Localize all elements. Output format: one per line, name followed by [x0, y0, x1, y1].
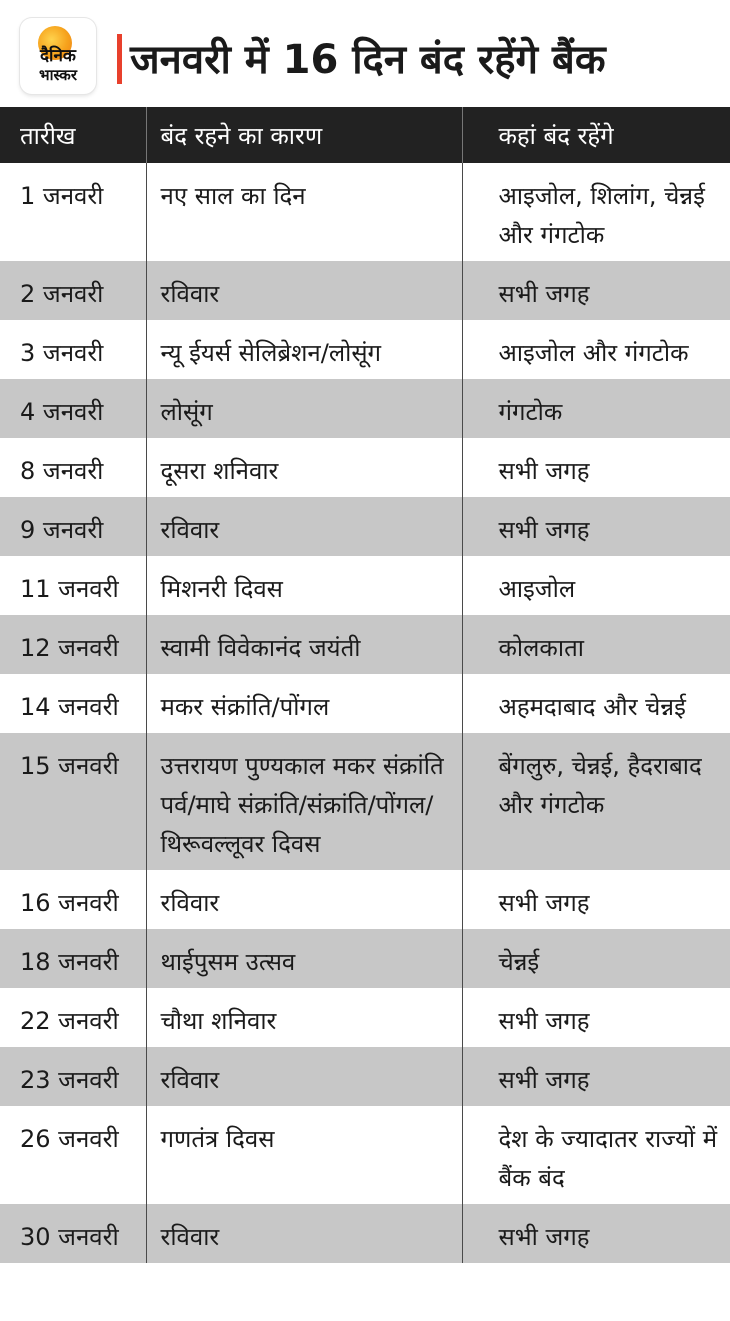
cell-date: 30 जनवरी — [0, 1204, 146, 1263]
cell-date: 1 जनवरी — [0, 163, 146, 261]
cell-date: 23 जनवरी — [0, 1047, 146, 1106]
cell-where: सभी जगह — [462, 1204, 730, 1263]
dainik-bhaskar-logo — [20, 18, 96, 94]
cell-date: 18 जनवरी — [0, 929, 146, 988]
title-accent-bar — [117, 34, 122, 84]
cell-date: 14 जनवरी — [0, 674, 146, 733]
table-row — [0, 556, 730, 615]
cell-where: कोलकाता — [462, 615, 730, 674]
cell-date: 2 जनवरी — [0, 261, 146, 320]
table-row — [0, 733, 730, 870]
cell-where: आइजोल और गंगटोक — [462, 320, 730, 379]
cell-date: 22 जनवरी — [0, 988, 146, 1047]
header — [0, 0, 730, 107]
cell-date: 11 जनवरी — [0, 556, 146, 615]
cell-reason: रविवार — [146, 870, 462, 929]
logo-text-line2: भास्कर — [39, 66, 77, 84]
table-row — [0, 988, 730, 1047]
table-row — [0, 929, 730, 988]
cell-date: 9 जनवरी — [0, 497, 146, 556]
cell-date: 15 जनवरी — [0, 733, 146, 870]
cell-reason: उत्तरायण पुण्यकाल मकर संक्रांति पर्व/माघे संक्रांति/संक्रांति/पोंगल/थिरूवल्लूवर दिवस — [146, 733, 462, 870]
cell-date: 8 जनवरी — [0, 438, 146, 497]
cell-reason: रविवार — [146, 261, 462, 320]
cell-where: सभी जगह — [462, 438, 730, 497]
cell-date: 16 जनवरी — [0, 870, 146, 929]
cell-reason: रविवार — [146, 1204, 462, 1263]
cell-where: गंगटोक — [462, 379, 730, 438]
column-header-date: तारीख — [0, 107, 146, 163]
cell-where: सभी जगह — [462, 497, 730, 556]
bottom-spacer — [0, 1263, 730, 1269]
table-row — [0, 163, 730, 261]
cell-reason: न्यू ईयर्स सेलिब्रेशन/लोसूंग — [146, 320, 462, 379]
table-row — [0, 497, 730, 556]
table-row — [0, 261, 730, 320]
column-header-reason: बंद रहने का कारण — [146, 107, 462, 163]
cell-reason: नए साल का दिन — [146, 163, 462, 261]
cell-where: देश के ज्यादातर राज्यों में बैंक बंद — [462, 1106, 730, 1204]
cell-reason: गणतंत्र दिवस — [146, 1106, 462, 1204]
column-header-where: कहां बंद रहेंगे — [462, 107, 730, 163]
cell-reason: थाईपुसम उत्सव — [146, 929, 462, 988]
cell-date: 3 जनवरी — [0, 320, 146, 379]
cell-where: आइजोल, शिलांग, चेन्नई और गंगटोक — [462, 163, 730, 261]
table-row — [0, 1047, 730, 1106]
table-row — [0, 1106, 730, 1204]
table-row — [0, 674, 730, 733]
cell-where: सभी जगह — [462, 261, 730, 320]
cell-date: 4 जनवरी — [0, 379, 146, 438]
cell-where: सभी जगह — [462, 1047, 730, 1106]
table-row — [0, 438, 730, 497]
cell-where: सभी जगह — [462, 988, 730, 1047]
cell-reason: स्वामी विवेकानंद जयंती — [146, 615, 462, 674]
holiday-table — [0, 107, 730, 1263]
cell-date: 12 जनवरी — [0, 615, 146, 674]
cell-reason: लोसूंग — [146, 379, 462, 438]
table-row — [0, 870, 730, 929]
cell-date: 26 जनवरी — [0, 1106, 146, 1204]
cell-where: बेंगलुरु, चेन्नई, हैदराबाद और गंगटोक — [462, 733, 730, 870]
cell-reason: चौथा शनिवार — [146, 988, 462, 1047]
table-header-row — [0, 107, 730, 163]
cell-where: अहमदाबाद और चेन्नई — [462, 674, 730, 733]
cell-where: आइजोल — [462, 556, 730, 615]
table-row — [0, 615, 730, 674]
cell-where: सभी जगह — [462, 870, 730, 929]
cell-reason: रविवार — [146, 497, 462, 556]
table-row — [0, 379, 730, 438]
logo-text-line1: दैनिक — [40, 46, 76, 66]
cell-reason: मिशनरी दिवस — [146, 556, 462, 615]
table-row — [0, 1204, 730, 1263]
table-row — [0, 320, 730, 379]
cell-where: चेन्नई — [462, 929, 730, 988]
cell-reason: दूसरा शनिवार — [146, 438, 462, 497]
cell-reason: रविवार — [146, 1047, 462, 1106]
cell-reason: मकर संक्रांति/पोंगल — [146, 674, 462, 733]
page-title: जनवरी में 16 दिन बंद रहेंगे बैंक — [130, 37, 606, 83]
